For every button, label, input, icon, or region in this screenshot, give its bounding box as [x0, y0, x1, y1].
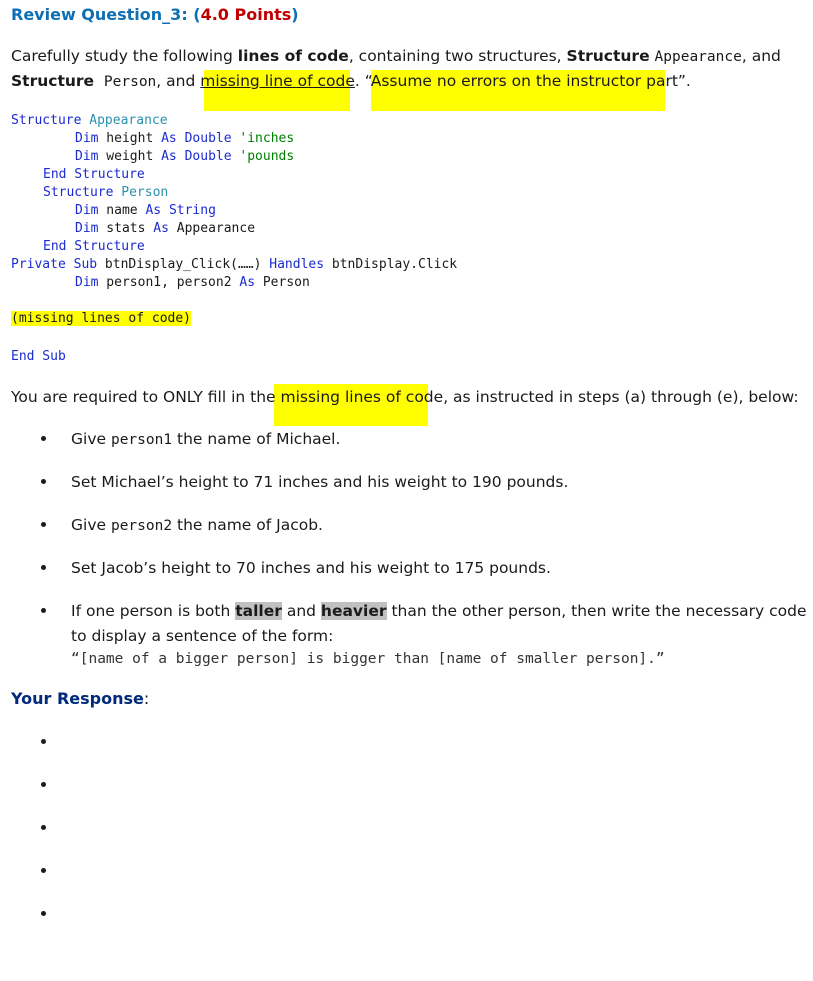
code-comment: 'pounds [231, 149, 295, 164]
code-keyword: Dim [75, 275, 99, 290]
code-text: name [98, 203, 146, 218]
code-keyword: As [161, 149, 177, 164]
response-bullet-icon [41, 911, 46, 916]
code-text [177, 149, 185, 164]
step-5-line-2: to display a sentence of the form: [71, 627, 334, 645]
question-colon: : ( [181, 5, 201, 24]
code-keyword: Double [184, 131, 232, 146]
code-keyword: End Sub [11, 349, 66, 364]
code-end-sub [11, 348, 66, 366]
code-keyword: String [168, 203, 216, 218]
step-5-line-1 [71, 599, 807, 624]
step-text: than the other person, then write the necessary code [386, 602, 807, 620]
response-bullet-icon [41, 825, 46, 830]
code-text: person1, person2 [98, 275, 240, 290]
response-colon: : [143, 689, 150, 708]
code-line-10 [75, 274, 310, 292]
step-text: Give [71, 430, 111, 448]
code-keyword: Dim [75, 149, 99, 164]
step-bold-taller: taller [235, 602, 282, 620]
step-text: If one person is both [71, 602, 236, 620]
code-keyword: Dim [75, 131, 99, 146]
code-keyword: Private Sub [11, 257, 98, 272]
code-missing-highlight: (missing lines of code) [11, 311, 192, 326]
code-type: Person [121, 185, 169, 200]
code-line-9 [11, 256, 457, 274]
instructions-highlight: missing lines of code [280, 388, 444, 406]
instructions [11, 385, 799, 410]
code-text [161, 203, 169, 218]
intro-assume-note: Assume no errors on the instructor part [370, 72, 678, 90]
code-text: weight [98, 149, 162, 164]
code-text: btnDisplay.Click [324, 257, 458, 272]
step-text: and [281, 602, 321, 620]
bullet-icon [41, 565, 46, 570]
step-3 [71, 513, 323, 539]
code-keyword: End Structure [43, 239, 145, 254]
code-keyword: As [239, 275, 256, 290]
step-1 [71, 427, 340, 453]
code-line-2 [75, 130, 294, 148]
code-keyword: Dim [75, 203, 99, 218]
intro-text-5: . “ [354, 72, 371, 90]
intro-text-3: , and [741, 47, 781, 65]
response-bullet-icon [41, 868, 46, 873]
code-text: height [98, 131, 162, 146]
code-line-6 [75, 202, 216, 220]
response-bullet-icon [41, 782, 46, 787]
code-line-1 [11, 112, 168, 130]
code-keyword: As [145, 203, 162, 218]
code-line-3 [75, 148, 294, 166]
step-text: Give [71, 516, 111, 534]
question-label: Review Question_3 [11, 5, 182, 24]
bullet-icon [41, 522, 46, 527]
code-missing-lines [11, 310, 191, 328]
code-text: Appearance [168, 221, 256, 236]
code-keyword: Handles [269, 257, 325, 272]
code-line-5 [43, 184, 168, 202]
code-text: btnDisplay_Click(……) [97, 257, 270, 272]
response-bullet-icon [41, 739, 46, 744]
intro-text-4: , and [156, 72, 201, 90]
intro-text-6: ”. [677, 72, 691, 90]
intro-bold-lines-of-code: lines of code [237, 47, 349, 65]
intro-line-1 [11, 44, 781, 70]
code-type: Appearance [89, 113, 168, 128]
intro-mono-person: Person [103, 74, 157, 90]
code-text [177, 131, 185, 146]
code-keyword: Dim [75, 221, 99, 236]
intro-text-2: , containing two structures, [348, 47, 567, 65]
step-text: the name of Michael. [172, 430, 341, 448]
code-line-4 [43, 166, 145, 184]
response-heading [11, 689, 149, 708]
question-close: ) [291, 5, 299, 24]
code-line-8 [43, 238, 145, 256]
code-keyword: End Structure [43, 167, 145, 182]
bullet-icon [41, 608, 46, 613]
intro-mono-appearance: Appearance [654, 49, 742, 65]
intro-bold-structure-1: Structure [566, 47, 650, 65]
code-text: stats [98, 221, 154, 236]
bullet-icon [41, 436, 46, 441]
code-comment: 'inches [231, 131, 295, 146]
step-bold-heavier: heavier [320, 602, 387, 620]
step-text: the name of Jacob. [172, 516, 323, 534]
instructions-text-1: You are required to ONLY fill in the [11, 388, 281, 406]
intro-missing-line-of-code: missing line of code [200, 72, 355, 90]
code-keyword: Double [184, 149, 232, 164]
instructions-text-2: , as instructed in steps (a) through (e), below: [443, 388, 799, 406]
code-keyword: Structure [43, 185, 114, 200]
code-keyword: Structure [11, 113, 82, 128]
intro-line-2 [11, 69, 691, 95]
step-5-format: “[name of a bigger person] is bigger than [name of smaller person].” [71, 651, 665, 667]
code-text: Person [255, 275, 310, 290]
intro-bold-structure-2: Structure [11, 72, 95, 90]
response-label: Your Response [11, 689, 144, 708]
code-keyword: As [153, 221, 169, 236]
intro-text-1: Carefully study the following [11, 47, 238, 65]
step-2: Set Michael’s height to 71 inches and his weight to 190 pounds. [71, 473, 569, 491]
step-mono: person1 [110, 432, 173, 448]
step-4: Set Jacob’s height to 70 inches and his weight to 175 pounds. [71, 559, 551, 577]
question-title [11, 5, 299, 24]
code-keyword: As [161, 131, 177, 146]
code-line-7 [75, 220, 255, 238]
question-points: 4.0 Points [200, 5, 292, 24]
step-mono: person2 [110, 518, 173, 534]
bullet-icon [41, 479, 46, 484]
